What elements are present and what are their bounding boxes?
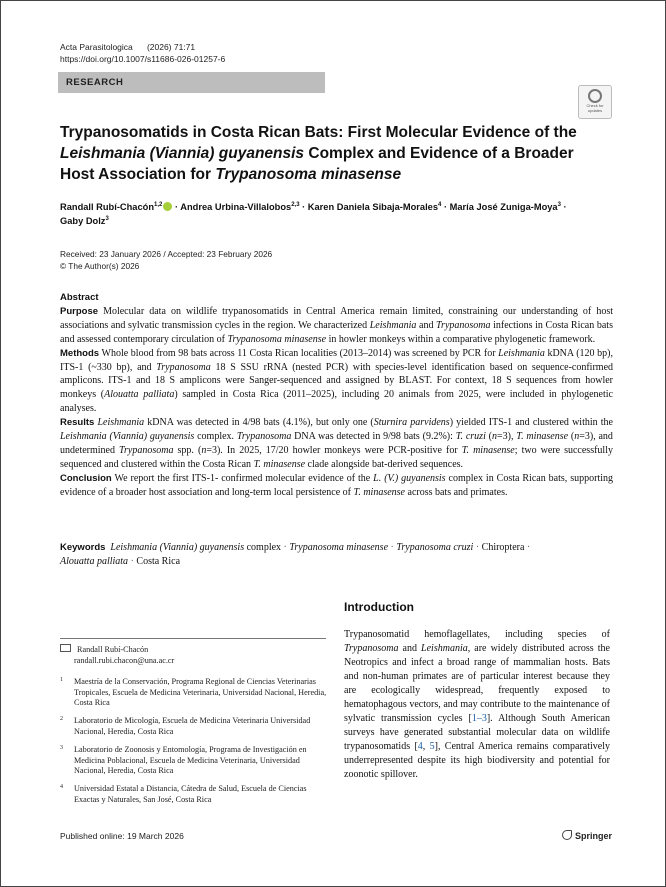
keyword: Leishmania (Viannia) guyanensis — [110, 542, 245, 553]
article-title: Trypanosomatids in Costa Rican Bats: First Molecular Evidence of the Leishmania (Viannia) guyanensis Complex and Evidence of a Broader Host Association for Trypanosoma minasense — [60, 124, 577, 183]
abstract-purpose: Purpose Molecular data on wildlife trypanosomatids in Central America remain limited, constraining our understanding of host associations and sylvatic transmission cycles in the region. We characterized Leishmania and Trypanosoma infections in Costa Rican bats and assessed contemporary circulation of Trypanosoma minasense in howler monkeys within a comparative phylogenetic framework. — [60, 305, 613, 345]
affiliation: 2 Laboratorio de Micología, Escuela de Medicina Veterinaria Universidad Nacional, Heredia, Costa Rica — [60, 716, 311, 736]
springer-horse-icon — [562, 830, 572, 840]
corresponding-email[interactable]: randall.rubi.chacon@una.ac.cr — [74, 655, 175, 665]
keyword: Trypanosoma minasense — [289, 542, 389, 553]
section-banner — [58, 72, 325, 93]
keyword: Alouatta palliata — [60, 556, 129, 567]
citation-link[interactable]: 5 — [429, 741, 435, 752]
author-name[interactable]: Gaby Dolz — [60, 216, 106, 226]
abstract-heading: Abstract — [60, 292, 99, 303]
update-icon — [588, 89, 602, 103]
publisher-logo: Springer — [562, 830, 612, 841]
citation-link[interactable]: 1–3 — [471, 713, 487, 724]
keyword: Costa Rica — [136, 556, 181, 567]
author-list: Randall Rubí-Chacón$^{1,2}$ · Andrea Urbina-Villalobos$^{2,3}$ · Karen Daniela Sibaja-Morales$^4$ · María José Zuniga-Moya$^3$ · Gaby Dolz$^3$ — [60, 201, 567, 226]
abstract — [60, 291, 613, 500]
author-name[interactable]: María José Zuniga-Moya — [449, 202, 558, 212]
article-dates: Received: 23 January 2026 / Accepted: 23 February 2026 © The Author(s) 2026 — [60, 249, 273, 271]
journal-header — [60, 41, 225, 65]
affiliation: 4 Universidad Estatal a Distancia, Cátedra de Salud, Escuela de Ciencias Exactas y Naturales, San José, Costa Rica — [60, 784, 307, 804]
footnote-divider — [60, 638, 326, 639]
doi-link[interactable]: https://doi.org/10.1007/s11686-026-01257-6 — [60, 54, 226, 64]
affiliation: 1 Maestría de la Conservación, Programa Regional de Ciencias Veterinarias Tropicales, Escuela de Medicina Veterinaria, Universidad Nacional, Heredia, Costa Rica — [60, 677, 327, 707]
abstract-results: Results Leishmania kDNA was detected in 4/98 bats (4.1%), but only one (Sturnira parvidens) yielded ITS-1 and clustered within the Leishmania (Viannia) guyanensis complex. Trypanosoma DNA was detected in 9/98 bats (9.2%): T. cruzi (n=3), T. minasense (n=3), and undetermined Trypanosoma spp. (n=3). In 2025, 17/20 howler monkeys were PCR-positive for T. minasense; two were successfully sequenced and clustered within the Costa Rican T. minasense clade alongside bat-derived sequences. — [60, 417, 614, 470]
orcid-icon[interactable] — [163, 202, 172, 211]
envelope-icon — [60, 644, 71, 652]
author-name[interactable]: Karen Daniela Sibaja-Morales — [307, 202, 439, 212]
corresponding-author: Randall Rubí-Chacón — [77, 645, 149, 654]
journal-issue: (2026) 71:71 — [146, 42, 196, 52]
introduction-body: Trypanosomatid hemoflagellates, including species of Trypanosoma and Leishmania, are widely distributed across the Neotropics and infect a broad range of mammalian hosts. Bats and non-human primates are of particular interest because they are ecologically widespread, frequently exposed to hematophagous vectors, and may contribute to the maintenance of sylvatic transmission cycles [1–3]. Although South American surveys have generated substantial molecular data on wildlife trypanosomatids [4, 5], Central America remains comparatively underrepresented despite its high biodiversity and potential for zoonotic spillover. — [344, 629, 610, 780]
introduction-heading: Introduction — [344, 600, 414, 614]
correspondence — [60, 644, 330, 666]
keywords: Keywords Leishmania (Viannia) guyanensis complex · Trypanosoma minasense · Trypanosoma cruzi · Chiroptera · Alouatta palliata · Costa Rica — [60, 542, 531, 567]
affiliation: 3 Laboratorio de Zoonosis y Entomología, Programa de Investigación en Medicina Poblacional, Escuela de Medicina Veterinaria, Universidad Nacional, Heredia, Costa Rica — [60, 745, 307, 775]
abstract-conclusion: Conclusion We report the first ITS-1- confirmed molecular evidence of the L. (V.) guyanensis complex in Costa Rican bats, supporting evidence of a broader host association and long-term local persistence of T. minasense across bats and primates. — [60, 472, 614, 498]
citation-link[interactable]: 4 — [417, 741, 423, 752]
author-name[interactable]: Randall Rubí-Chacón — [60, 202, 155, 212]
keyword: Chiroptera — [481, 542, 525, 553]
section-label: RESEARCH — [66, 77, 124, 88]
author-name[interactable]: Andrea Urbina-Villalobos — [180, 202, 292, 212]
check-for-updates-badge[interactable]: Check for updates — [578, 85, 612, 119]
keyword: Trypanosoma cruzi — [396, 542, 474, 553]
journal-name: Acta Parasitologica — [60, 42, 133, 52]
keywords-label: Keywords — [60, 542, 106, 553]
published-date: Published online: 19 March 2026 — [60, 831, 184, 841]
abstract-methods: Methods Whole blood from 98 bats across 11 Costa Rican localities (2013–2014) was screened by PCR for Leishmania kDNA (120 bp), ITS-1 (~330 bp), and Trypanosoma 18 S SSU rRNA (nested PCR) with species-level identification based on sequence-confirmed amplicons. ITS-1 and 18 S amplicons were Sanger-sequenced and assigned by BLAST. For context, 18 S sequences from howler monkeys (Alouatta palliata) sampled in Costa Rica (2011–2025), including 20 animals from 2025, were included in phylogenetic analyses. — [60, 347, 614, 415]
